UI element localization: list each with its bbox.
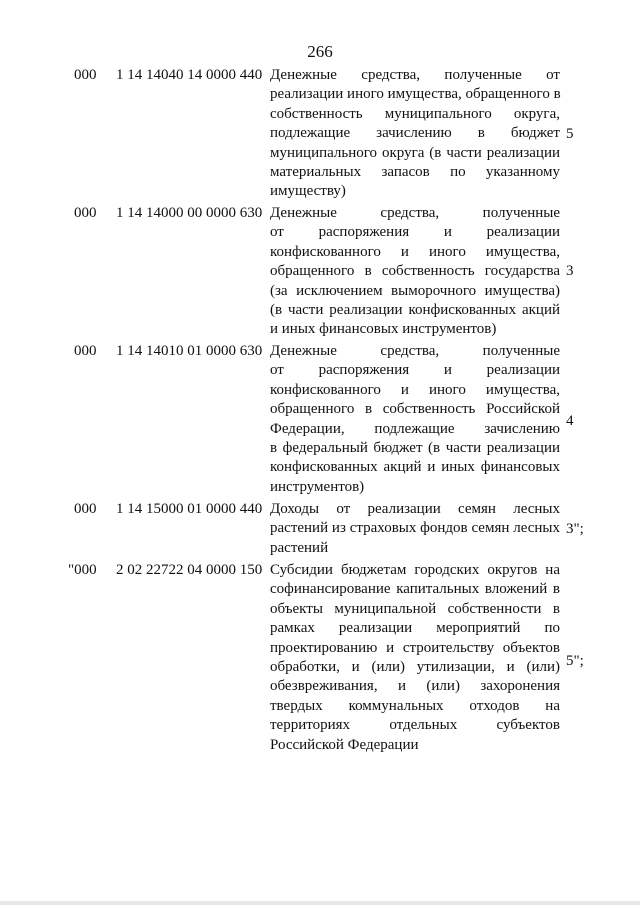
description-line: проектированию и строительству объектов: [270, 639, 560, 656]
normative-value: 5: [566, 126, 574, 142]
description-line: Денежные средства, полученные: [270, 343, 560, 359]
description-line: собственность муниципального округа,: [270, 105, 560, 122]
description-line: твердых коммунальных отходов на: [270, 697, 560, 714]
description-line: в федеральный бюджет (в части реализации: [270, 439, 560, 456]
description-line: Денежные средства, полученные от: [270, 67, 560, 83]
description-line: (в части реализации конфискованных акций: [270, 301, 560, 318]
description-line: Российской Федерации: [270, 736, 419, 753]
description-line: имуществу): [270, 183, 346, 200]
description-line: Федерации, подлежащие зачислению: [270, 420, 560, 437]
income-description: [270, 66, 560, 202]
description-line: объекты муниципальной собственности в: [270, 600, 560, 617]
description-line: (за исключением выморочного имущества): [270, 282, 560, 299]
page-edge-divider: [0, 901, 640, 905]
normative-value: 4: [566, 413, 574, 429]
normative-value: 5";: [566, 653, 584, 669]
description-line: рамках реализации мероприятий по: [270, 620, 560, 637]
description-line: реализации иного имущества, обращенного в: [270, 86, 561, 103]
income-description: [270, 561, 560, 755]
kbk-code: 1 14 15000 01 0000 440: [116, 501, 263, 517]
description-line: растений: [270, 539, 329, 556]
description-line: инструментов): [270, 478, 365, 495]
income-description: [270, 204, 560, 340]
income-description: [270, 342, 560, 497]
description-line: от распоряжения и реализации: [270, 224, 560, 241]
description-line: конфискованных акций и иных финансовых: [270, 459, 560, 476]
description-line: подлежащие зачислению в бюджет: [270, 125, 560, 142]
admin-code: 000: [74, 501, 97, 517]
normative-value: 3: [566, 263, 574, 279]
description-line: Субсидии бюджетам городских округов на: [270, 562, 560, 578]
admin-code: "000: [68, 562, 97, 578]
admin-code: 000: [74, 205, 97, 221]
description-line: обработки, и (или) утилизации, и (или): [270, 658, 560, 675]
description-line: муниципального округа (в части реализации: [270, 144, 560, 161]
description-line: обращенного в собственность государства: [270, 263, 560, 280]
kbk-code: 1 14 14010 01 0000 630: [116, 343, 263, 359]
description-line: территориях отдельных субъектов: [270, 717, 560, 734]
description-line: и иных финансовых инструментов): [270, 321, 497, 338]
description-line: от распоряжения и реализации: [270, 362, 560, 379]
kbk-code: 2 02 22722 04 0000 150: [116, 562, 263, 578]
normative-value: 3";: [566, 521, 584, 537]
description-line: софинансирование капитальных вложений в: [270, 581, 560, 598]
description-line: обращенного в собственность Российской: [270, 401, 560, 418]
description-line: Доходы от реализации семян лесных: [270, 501, 560, 517]
admin-code: 000: [74, 67, 97, 83]
kbk-code: 1 14 14000 00 0000 630: [116, 205, 263, 221]
kbk-code: 1 14 14040 14 0000 440: [116, 67, 263, 83]
description-line: Денежные средства, полученные: [270, 205, 560, 221]
income-description: [270, 500, 560, 558]
description-line: материальных запасов по указанному: [270, 163, 560, 180]
admin-code: 000: [74, 343, 97, 359]
description-line: растений из страховых фондов семян лесных: [270, 520, 560, 537]
description-line: конфискованного и иного имущества,: [270, 381, 560, 398]
description-line: обезвреживания, и (или) захоронения: [270, 678, 560, 695]
description-line: конфискованного и иного имущества,: [270, 243, 560, 260]
page-number: 266: [307, 42, 333, 61]
